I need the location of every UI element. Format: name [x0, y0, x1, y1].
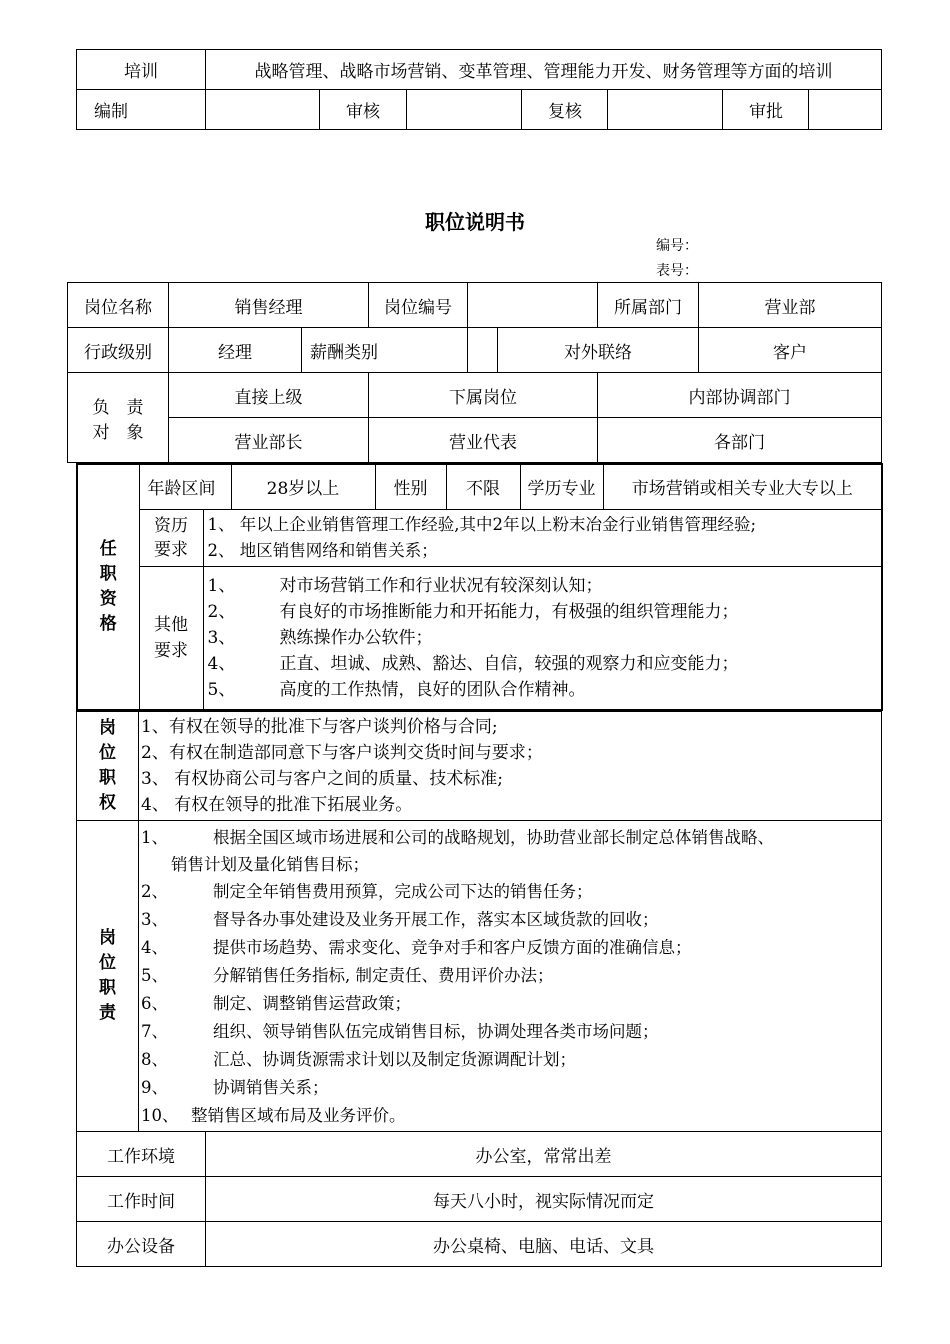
other-item-text: 熟练操作办公软件； [279, 627, 433, 648]
rights-char-1: 岗 [99, 718, 116, 738]
other-item [208, 677, 882, 703]
duty-item-continuation: 销售计划及量化销售目标； [171, 855, 369, 874]
recheck-label: 复核 [522, 90, 608, 130]
duty-num: 9、 [141, 1078, 168, 1097]
other-label-2: 要求 [154, 640, 188, 661]
duty-text: 制定全年销售费用预算，完成公司下达的销售任务； [213, 882, 593, 901]
salary-type-cell[interactable] [468, 328, 498, 373]
external-contact-label: 对外联络 [498, 328, 699, 373]
rights-list [139, 712, 882, 821]
qual-char-3: 资 [99, 589, 117, 609]
internal-label: 内部协调部门 [598, 373, 882, 418]
other-item-num: 4、 [207, 653, 236, 674]
experience-item: 2、 地区销售网络和销售关系； [207, 540, 438, 560]
review-label: 审核 [320, 90, 407, 130]
qual-char-4: 格 [99, 614, 117, 634]
duty-num: 5、 [141, 966, 168, 985]
signoff-table [76, 49, 882, 130]
rights-char-2: 位 [99, 743, 116, 763]
duties-char-2: 位 [99, 953, 116, 973]
other-item-num: 5、 [207, 679, 236, 700]
work-env: 办公室，常常出差 [206, 1132, 882, 1177]
other-item-text: 正直、坦诚、成熟、豁达、自信，较强的观察力和应变能力； [279, 653, 739, 674]
compile-cell[interactable] [206, 90, 320, 130]
duty-text: 根据全国区域市场进展和公司的战略规划，协助营业部长制定总体销售战略、 [213, 828, 774, 847]
environment-table [76, 1131, 882, 1267]
form-label: 表号： [656, 263, 698, 279]
duties-char-4: 责 [99, 1003, 116, 1023]
responsible-label [68, 373, 169, 463]
other-list [203, 566, 882, 710]
age: 28岁以上 [231, 464, 375, 509]
review-cell[interactable] [407, 90, 522, 130]
duty-num: 6、 [141, 994, 168, 1013]
duties-list [139, 821, 882, 1132]
qualification-table [76, 463, 883, 711]
duty-item [141, 1018, 881, 1046]
work-env-label: 工作环境 [77, 1132, 206, 1177]
duty-item [141, 962, 881, 990]
position-name-label: 岗位名称 [68, 283, 169, 328]
duty-num: 3、 [141, 910, 168, 929]
other-item-num: 2、 [207, 601, 236, 622]
duty-text: 组织、领导销售队伍完成销售目标，协调处理各类市场问题； [213, 1022, 659, 1041]
experience-list [203, 509, 882, 566]
other-item [208, 625, 882, 651]
subordinate-label: 下属岗位 [369, 373, 598, 418]
duty-text: 提供市场趋势、需求变化、竞争对手和客户反馈方面的准确信息； [213, 938, 692, 957]
other-label [139, 566, 203, 710]
education: 市场营销或相关专业大专以上 [603, 464, 882, 509]
compile-label: 编制 [77, 90, 206, 130]
training-label: 培训 [77, 50, 206, 90]
duty-item [141, 906, 881, 934]
rights-item: 1、有权在领导的批准下与客户谈判价格与合同; [141, 717, 498, 737]
duty-text: 督导各办事处建设及业务开展工作，落实本区域货款的回收； [213, 910, 659, 929]
equipment-label: 办公设备 [77, 1222, 206, 1267]
experience-item: 1、 年以上企业销售管理工作经验,其中2年以上粉末冶金行业销售管理经验; [207, 514, 757, 534]
duties-char-1: 岗 [99, 928, 116, 948]
recheck-cell[interactable] [608, 90, 723, 130]
other-item [208, 651, 882, 677]
qualification-section-label [77, 464, 139, 710]
duty-item [141, 990, 881, 1018]
external-contact: 客户 [699, 328, 882, 373]
gender: 不限 [446, 464, 520, 509]
duty-item [141, 1046, 881, 1074]
qual-char-2: 职 [99, 564, 117, 584]
position-code-label: 岗位编号 [369, 283, 468, 328]
gender-label: 性别 [375, 464, 446, 509]
other-item-text: 有良好的市场推断能力和开拓能力，有极强的组织管理能力； [279, 601, 739, 622]
approve-label: 审批 [723, 90, 809, 130]
rights-char-3: 职 [99, 768, 116, 788]
work-time-label: 工作时间 [77, 1177, 206, 1222]
duties-char-3: 职 [99, 978, 116, 998]
duty-num: 1、 [141, 828, 168, 847]
salary-type-label: 薪酬类别 [302, 328, 468, 373]
duties-table [76, 820, 882, 1132]
rights-item: 2、有权在制造部同意下与客户谈判交货时间与要求； [141, 743, 543, 763]
duty-num: 4、 [141, 938, 168, 957]
duty-num: 8、 [141, 1050, 168, 1069]
other-item [208, 599, 882, 625]
experience-label-1: 资历 [154, 515, 188, 536]
duty-text: 汇总、协调货源需求计划以及制定货源调配计划； [213, 1050, 576, 1069]
duty-text: 协调销售关系； [213, 1078, 329, 1097]
duty-num: 10、 [141, 1106, 179, 1125]
equipment: 办公桌椅、电脑、电话、文具 [206, 1222, 882, 1267]
department: 营业部 [699, 283, 882, 328]
training-value: 战略管理、战略市场营销、变革管理、管理能力开发、财务管理等方面的培训 [206, 50, 882, 90]
rights-item: 4、 有权在领导的批准下拓展业务。 [141, 795, 413, 815]
experience-label [139, 509, 203, 566]
responsible-label-1: 负 责 [92, 397, 144, 418]
duty-text: 分解销售任务指标, 制定责任、费用评价办法； [213, 966, 554, 985]
page-title: 职位说明书 [425, 210, 525, 234]
duty-text: 整销售区域布局及业务评价。 [191, 1106, 406, 1125]
duty-item [141, 1074, 881, 1102]
superior-label: 直接上级 [169, 373, 369, 418]
other-label-1: 其他 [154, 614, 188, 635]
responsible-label-2: 对 象 [92, 422, 144, 443]
subordinate: 营业代表 [369, 418, 598, 463]
duty-item [141, 934, 881, 962]
qual-char-1: 任 [99, 539, 117, 559]
other-item-text: 对市场营销工作和行业状况有较深刻认知； [279, 575, 603, 596]
work-time: 每天八小时，视实际情况而定 [206, 1177, 882, 1222]
duty-num: 7、 [141, 1022, 168, 1041]
position-name: 销售经理 [169, 283, 369, 328]
duty-item [141, 878, 881, 906]
superior: 营业部长 [169, 418, 369, 463]
approve-cell[interactable] [809, 90, 882, 130]
code-label: 编号： [656, 238, 698, 254]
rights-item: 3、 有权协商公司与客户之间的质量、技术标准; [141, 769, 503, 789]
other-item-num: 1、 [207, 575, 236, 596]
position-code-cell[interactable] [468, 283, 598, 328]
duties-section-label [77, 821, 139, 1132]
internal: 各部门 [598, 418, 882, 463]
experience-label-2: 要求 [154, 539, 188, 560]
rights-char-4: 权 [99, 793, 116, 813]
duty-item [141, 824, 881, 851]
department-label: 所属部门 [598, 283, 699, 328]
duty-item [141, 1102, 881, 1130]
duty-text: 制定、调整销售运营政策； [213, 994, 411, 1013]
duty-num: 2、 [141, 882, 168, 901]
admin-level: 经理 [169, 328, 302, 373]
rights-section-label [77, 712, 139, 821]
admin-level-label: 行政级别 [68, 328, 169, 373]
other-item-text: 高度的工作热情，良好的团队合作精神。 [279, 679, 586, 700]
other-item [208, 573, 882, 599]
basic-info-table [67, 282, 882, 463]
rights-table [76, 711, 882, 821]
age-label: 年龄区间 [139, 464, 231, 509]
education-label: 学历专业 [520, 464, 603, 509]
other-item-num: 3、 [207, 627, 236, 648]
